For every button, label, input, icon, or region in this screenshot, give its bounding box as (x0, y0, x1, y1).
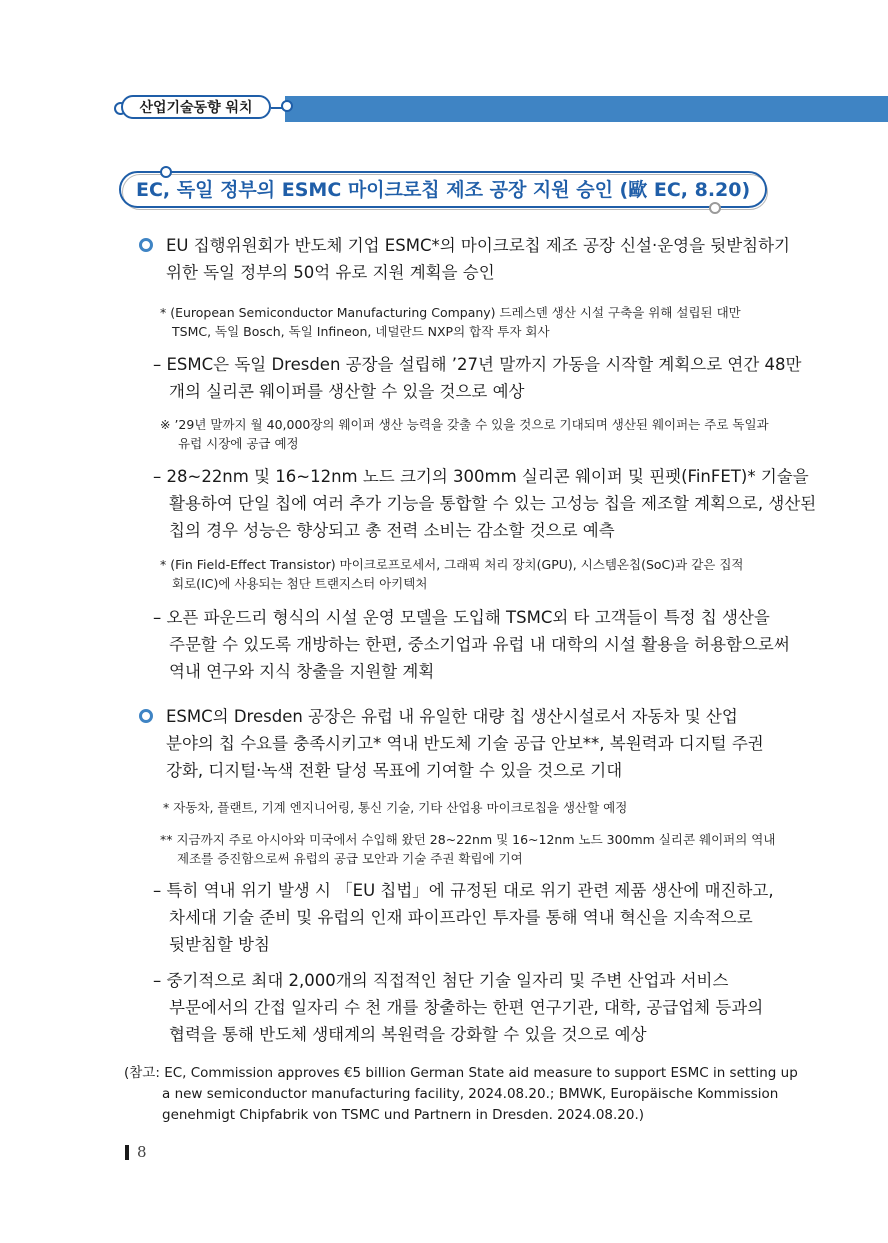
reference-line: a new semiconductor manufacturing facility, 2024.08.20.; BMWK, Europäische Kommission (162, 1086, 779, 1102)
reference-text: EC, Commission approves €5 billion German State aid measure to support ESMC in setting up (164, 1065, 798, 1081)
text-line: – 중기적으로 최대 2,000개의 직접적인 첨단 기술 일자리 및 주변 산업과 서비스 (153, 971, 729, 990)
section-title: EC, 독일 정부의 ESMC 마이크로칩 제조 공장 지원 승인 (歐 EC, 8.20) (136, 179, 751, 201)
bullet-icon (139, 709, 153, 723)
note-line: ** 지금까지 주로 아시아와 미국에서 수입해 왔던 28~22nm 및 16~12nm 노드 300mm 실리콘 웨이퍼의 역내 (160, 832, 776, 847)
bullet-icon (139, 238, 153, 252)
text-line: 강화, 디지털·녹색 전환 달성 목표에 기여할 수 있을 것으로 기대 (166, 761, 623, 780)
block-1-dash-2 (153, 463, 817, 544)
note-line: 회로(IC)에 사용되는 첨단 트랜지스터 아키텍처 (172, 576, 428, 591)
note-line: * (Fin Field-Effect Transistor) 마이크로프로세서, 그래픽 처리 장치(GPU), 시스템온칩(SoC)과 같은 집적 (160, 557, 744, 572)
text-line: 협력을 통해 반도체 생태계의 복원력을 강화할 수 있을 것으로 예상 (169, 1025, 647, 1044)
section-dot-bottom (709, 202, 721, 214)
page-number-bar (125, 1145, 129, 1160)
block-2-note-2 (160, 830, 776, 868)
text-line: – 오픈 파운드리 형식의 시설 운영 모델을 도입해 TSMC외 타 고객들이 특정 칩 생산을 (153, 608, 770, 627)
block-1-dash-2-note (160, 555, 768, 593)
block-2-dash-1 (153, 877, 774, 958)
reference (124, 1063, 798, 1126)
text-line: 부문에서의 간접 일자리 수 천 개를 창출하는 한편 연구기관, 대학, 공급업체 등과의 (169, 998, 764, 1017)
text-line: 분야의 칩 수요를 충족시키고* 역내 반도체 기술 공급 안보**, 복원력과 디지털 주권 (166, 734, 764, 753)
text-line: 개의 실리콘 웨이퍼를 생산할 수 있을 것으로 예상 (169, 382, 525, 401)
reference-prefix: (참고: (124, 1065, 165, 1081)
text-line: 차세대 기술 준비 및 유럽의 인재 파이프라인 투자를 통해 역내 혁신을 지속적으로 (169, 908, 753, 927)
note-line: * (European Semiconductor Manufacturing Company) 드레스덴 생산 시설 구축을 위해 설립된 대만 (160, 305, 741, 320)
header-label: 산업기술동향 워치 (121, 95, 271, 119)
note-line: 제조를 증진함으로써 유럽의 공급 모안과 기술 주권 확립에 기여 (177, 851, 523, 866)
text-line: 뒷받침할 방침 (169, 935, 270, 954)
text-line: 활용하여 단일 칩에 여러 추가 기능을 통합할 수 있는 고성능 칩을 제조할 계획으로, 생산된 (169, 494, 817, 513)
block-2-note-1 (163, 798, 768, 817)
reference-line: genehmigt Chipfabrik von TSMC und Partnern in Dresden. 2024.08.20.) (162, 1107, 645, 1123)
text-line: ESMC의 Dresden 공장은 유럽 내 유일한 대량 칩 생산시설로서 자동차 및 산업 (166, 707, 738, 726)
reference-line (124, 1063, 798, 1084)
note-line: TSMC, 독일 Bosch, 독일 Infineon, 네덜란드 NXP의 합작 투자 회사 (172, 324, 550, 339)
page-number: 8 (137, 1143, 147, 1161)
block-2-main (166, 703, 768, 784)
block-1-main (166, 232, 790, 286)
note-line: * 자동차, 플랜트, 기계 엔지니어링, 통신 기술, 기타 산업용 마이크로칩을 생산할 예정 (163, 800, 628, 815)
note-line: ※ ’29년 말까지 월 40,000장의 웨이퍼 생산 능력을 갖출 수 있을 것으로 기대되며 생산된 웨이퍼는 주로 독일과 (160, 417, 769, 432)
block-2-dash-2 (153, 967, 768, 1048)
text-line: – 28~22nm 및 16~12nm 노드 크기의 300mm 실리콘 웨이퍼 및 핀펫(FinFET)* 기술을 (153, 467, 809, 486)
block-1-dash-1 (153, 351, 802, 405)
text-line: 칩의 경우 성능은 향상되고 총 전력 소비는 감소할 것으로 예측 (169, 521, 615, 540)
note-line: 유럽 시장에 공급 예정 (178, 436, 299, 451)
text-line: – ESMC은 독일 Dresden 공장을 설립해 ’27년 말까지 가동을 시작할 계획으로 연간 48만 (153, 355, 802, 374)
block-1-dash-3 (153, 604, 790, 685)
text-line: 위한 독일 정부의 50억 유로 지원 계획을 승인 (166, 263, 495, 282)
text-line: 주문할 수 있도록 개방하는 한편, 중소기업과 유럽 내 대학의 시설 활용을 허용함으로써 (169, 635, 790, 654)
block-1-note (160, 303, 768, 341)
header-band (285, 96, 888, 122)
header-dot-right (281, 100, 293, 112)
text-line: – 특히 역내 위기 발생 시 「EU 칩법」에 규정된 대로 위기 관련 제품 생산에 매진하고, (153, 881, 774, 900)
block-1-dash-1-note (160, 415, 768, 453)
text-line: EU 집행위원회가 반도체 기업 ESMC*의 마이크로칩 제조 공장 신설·운영을 뒷받침하기 (166, 236, 790, 255)
text-line: 역내 연구와 지식 창출을 지원할 계획 (169, 662, 435, 681)
